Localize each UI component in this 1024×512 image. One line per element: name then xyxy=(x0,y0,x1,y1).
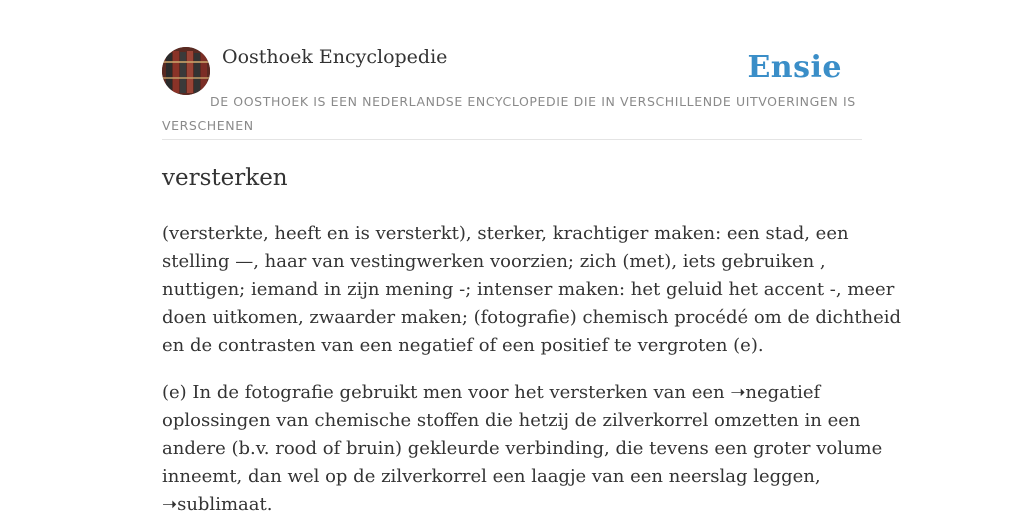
definition-paragraph xyxy=(162,220,902,360)
paragraph-line: oplossingen van chemische stoffen die hetzij de zilverkorrel omzetten in een xyxy=(162,410,861,431)
site-header xyxy=(162,44,862,140)
encyclopedia-books-icon[interactable] xyxy=(162,47,210,95)
paragraph-line: stelling —, haar van vestingwerken voorzien; zich (met), iets gebruiken , xyxy=(162,251,826,272)
paragraph-line: en de contrasten van een negatief of een positief te vergroten (e). xyxy=(162,335,764,356)
brand-logo[interactable]: Ensie xyxy=(747,50,842,85)
explanation-paragraph xyxy=(162,379,883,512)
paragraph-line: andere (b.v. rood of bruin) gekleurde verbinding, die tevens een groter volume xyxy=(162,438,883,459)
paragraph-line: doen uitkomen, zwaarder maken; (fotografie) chemisch procédé om de dichtheid xyxy=(162,307,902,328)
entry-title: versterken xyxy=(162,165,288,191)
paragraph-line: (versterkte, heeft en is versterkt), sterker, krachtiger maken: een stad, een xyxy=(162,223,849,244)
paragraph-line: inneemt, dan wel op de zilverkorrel een laagje van een neerslag leggen, xyxy=(162,466,821,487)
paragraph-line: ➝sublimaat. xyxy=(162,494,273,512)
paragraph-line: nuttigen; iemand in zijn mening -; intenser maken: het geluid het accent -, meer xyxy=(162,279,895,300)
site-tagline: DE OOSTHOEK IS EEN NEDERLANDSE ENCYCLOPEDIE DIE IN VERSCHILLENDE UITVOERINGEN IS VERSCHENEN xyxy=(162,94,856,133)
entry-content xyxy=(162,160,902,512)
paragraph-line: (e) In de fotografie gebruikt men voor het versterken van een ➝negatief xyxy=(162,382,821,403)
site-title[interactable]: Oosthoek Encyclopedie xyxy=(222,46,448,68)
